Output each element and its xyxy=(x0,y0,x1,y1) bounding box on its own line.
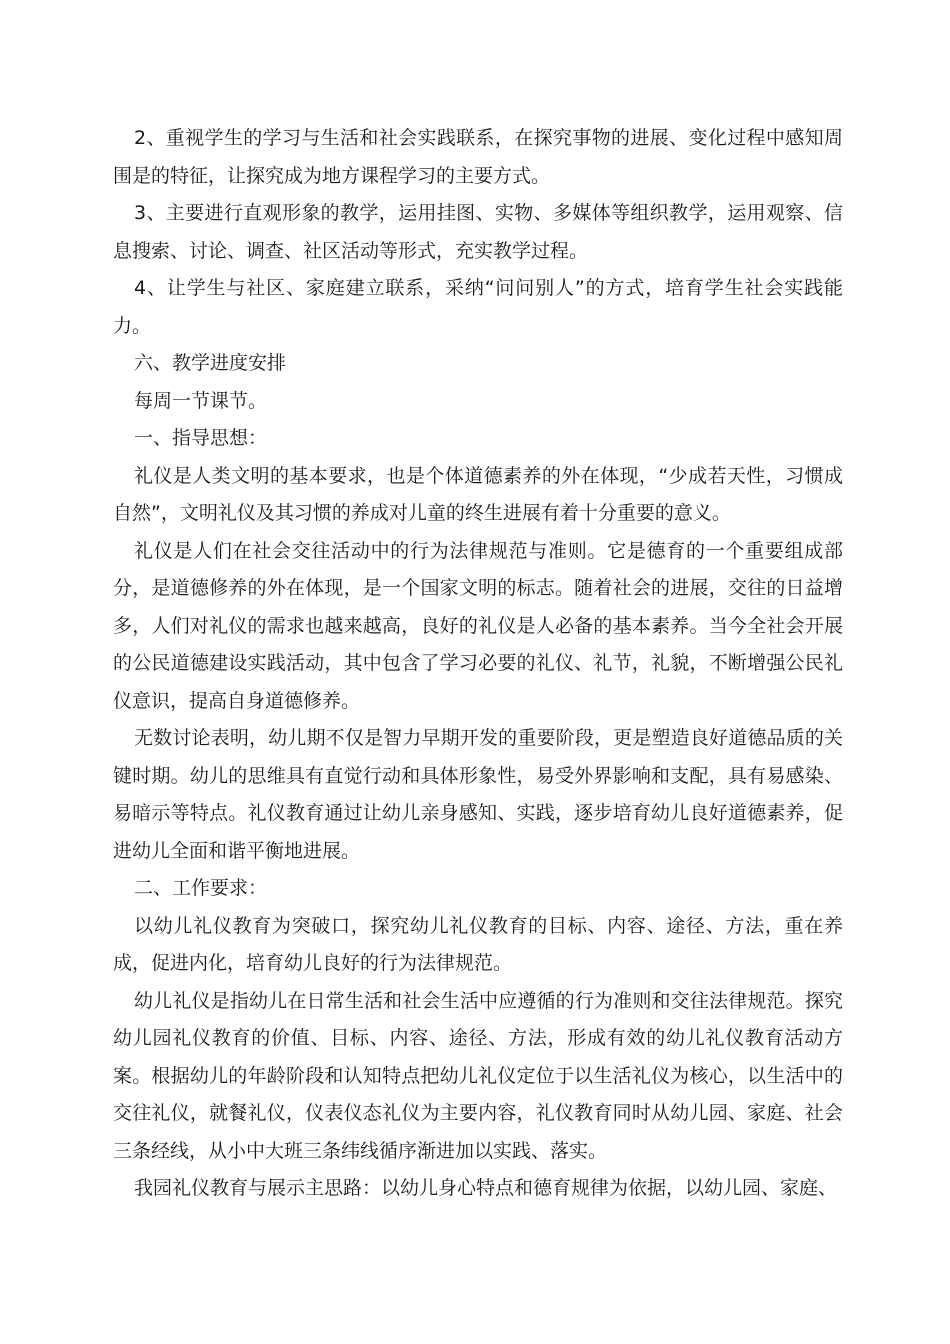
section-heading-schedule: 六、教学进度安排 xyxy=(134,352,287,374)
paragraph-early-childhood: 无数讨论表明，幼儿期不仅是智力早期开发的重要阶段，更是塑造良好道德品质的关键时期。幼儿的思维具有直觉行动和具体形象性，易受外界影响和支配，具有易感染、易暗示等特点。礼仪教育通过让幼儿亲身感知、实践，逐步培育幼儿良好道德素养，促进幼儿全面和谐平衡地进展。 xyxy=(113,727,843,862)
paragraph-etiquette-norms: 礼仪是人们在社会交往活动中的行为法律规范与准则。它是德育的一个重要组成部分，是道德修养的外在体现，是一个国家文明的标志。随着社会的进展，交往的日益增多，人们对礼仪的需求也越来越高，良好的礼仪是人必备的基本素养。当今全社会开展的公民道德建设实践活动，其中包含了学习必要的礼仪、礼节，礼貌，不断增强公民礼仪意识，提高自身道德修养。 xyxy=(113,539,843,712)
paragraph-breakthrough: 以幼儿礼仪教育为突破口，探究幼儿礼仪教育的目标、内容、途径、方法，重在养成，促进内化，培育幼儿良好的行为法律规范。 xyxy=(113,914,843,974)
paragraph-item-2: 2、重视学生的学习与生活和社会实践联系，在探究事物的进展、变化过程中感知周围是的特征，让探究成为地方课程学习的主要方式。 xyxy=(113,127,843,187)
paragraph-etiquette-basic: 礼仪是人类文明的基本要求，也是个体道德素养的外在体现，“少成若天性，习惯成自然”，文明礼仪及其习惯的养成对儿童的终生进展有着十分重要的意义。 xyxy=(113,464,843,524)
paragraph-item-4: 4、让学生与社区、家庭建立联系，采纳“问问别人”的方式，培育学生社会实践能力。 xyxy=(113,277,843,337)
section-heading-guiding-thought: 一、指导思想： xyxy=(134,427,268,449)
paragraph-main-idea: 我园礼仪教育与展示主思路：以幼儿身心特点和德育规律为依据，以幼儿园、家庭、 xyxy=(134,1177,838,1199)
paragraph-item-3: 3、主要进行直观形象的教学，运用挂图、实物、多媒体等组织教学，运用观察、信息搜索、讨论、调查、社区活动等形式，充实教学过程。 xyxy=(113,202,843,262)
paragraph-schedule: 每周一节课节。 xyxy=(134,389,268,412)
paragraph-child-etiquette: 幼儿礼仪是指幼儿在日常生活和社会生活中应遵循的行为准则和交往法律规范。探究幼儿园礼仪教育的价值、目标、内容、途径、方法，形成有效的幼儿礼仪教育活动方案。根据幼儿的年龄阶段和认知特点把幼儿礼仪定位于以生活礼仪为核心，以生活中的交往礼仪，就餐礼仪，仪表仪态礼仪为主要内容，礼仪教育同时从幼儿园、家庭、社会三条经线，从小中大班三条纬线循序渐进加以实践、落实。 xyxy=(113,989,843,1162)
section-heading-work-requirements: 二、工作要求： xyxy=(134,877,268,899)
document-body xyxy=(113,120,843,1208)
